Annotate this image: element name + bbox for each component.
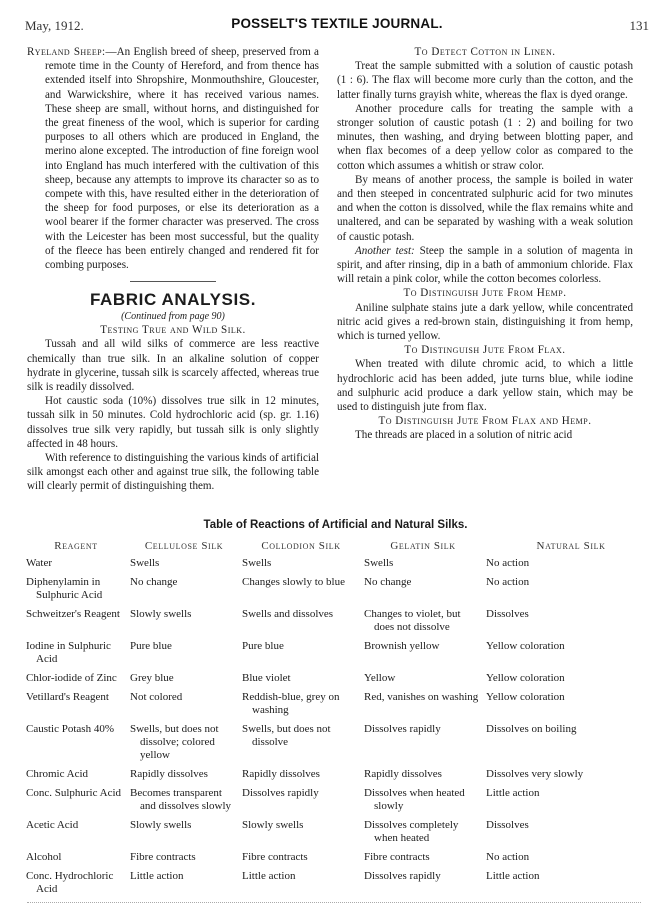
reaction-cell: Swells and dissolves xyxy=(242,608,334,620)
subheading: To Distinguish Jute From Hemp. xyxy=(403,287,567,300)
reaction-cell: Dissolves when heated slowly xyxy=(364,787,465,812)
table-row xyxy=(24,768,658,781)
another-test-label: Another test: xyxy=(355,244,415,257)
left-column xyxy=(27,45,319,494)
reaction-cell: Slowly swells xyxy=(130,819,192,831)
reaction-cell: Yellow coloration xyxy=(486,691,565,703)
section-divider xyxy=(130,281,216,282)
table-row xyxy=(24,787,658,813)
reaction-cell: Little action xyxy=(242,870,296,882)
reaction-cell: Becomes transparent and dissolves slowly xyxy=(130,787,232,812)
reaction-cell: Fibre contracts xyxy=(242,851,308,863)
table-row xyxy=(24,640,658,666)
column-header: Collodion Silk xyxy=(261,540,341,552)
section-title: FABRIC ANALYSIS. xyxy=(89,290,257,310)
reaction-cell: Blue violet xyxy=(242,672,291,684)
reaction-cell: Brownish yellow xyxy=(364,640,440,652)
reaction-cell: Yellow coloration xyxy=(486,640,565,652)
reaction-cell: Grey blue xyxy=(130,672,174,684)
paragraph: The threads are placed in a solution of nitric acid xyxy=(355,429,573,442)
reagent-cell: Chromic Acid xyxy=(26,768,89,780)
subheading: To Detect Cotton in Linen. xyxy=(414,46,556,58)
right-column xyxy=(337,45,633,443)
ryeland-sheep-entry xyxy=(27,45,319,272)
reaction-cell: Pure blue xyxy=(130,640,172,652)
reagent-cell: Acetic Acid xyxy=(26,819,79,831)
another-test-text: Steep the sample in a solution of magenta in spirit, and after rinsing, dip in a bath of ammonium chloride. Flax will retain a pink color, while the cotton becomes colorless. xyxy=(337,244,633,286)
reagent-cell: Chlor-iodide of Zinc xyxy=(26,672,117,684)
journal-title: POSSELT'S TEXTILE JOURNAL. xyxy=(231,16,443,31)
reaction-cell: Rapidly dissolves xyxy=(242,768,320,780)
reaction-cell: Swells xyxy=(130,557,160,569)
column-header: Cellulose Silk xyxy=(144,540,224,552)
reaction-cell: Rapidly dissolves xyxy=(364,768,442,780)
issue-date: May, 1912. xyxy=(25,18,84,33)
reaction-cell: No action xyxy=(486,576,530,588)
table-row xyxy=(24,819,658,845)
table-row xyxy=(24,672,658,685)
reaction-cell: Swells xyxy=(242,557,272,569)
reaction-cell: No change xyxy=(364,576,412,588)
paragraph: Aniline sulphate stains jute a dark yellow, while concentrated nitric acid gives a red-brown stain, distinguishing it from hemp, which is turned yellow. xyxy=(337,301,633,343)
reaction-cell: No action xyxy=(486,557,530,569)
paragraph: When treated with dilute chromic acid, to which a little hydrochloric acid has been added, jute turns blue, while iodine and sulphuric acid produce a dark yellow stain, which may be used to distinguish jute from flax. xyxy=(337,358,633,414)
subheading: To Distinguish Jute From Flax and Hemp. xyxy=(378,415,592,428)
reaction-cell: No action xyxy=(486,851,530,863)
column-header: Reagent xyxy=(54,540,98,552)
footer-rule xyxy=(27,902,641,904)
table-header xyxy=(24,540,658,553)
reaction-cell: Swells xyxy=(364,557,394,569)
reagent-cell: Diphenylamin in Sulphuric Acid xyxy=(26,576,103,601)
column-header: Natural Silk xyxy=(536,540,606,552)
paragraph: By means of another process, the sample is boiled in water and then steeped in concentrated sulphuric acid for two minutes and when the cotton is dissolved, while the flax remains white and unaltered, and can be separated by washing with a weak solution of caustic potash. xyxy=(337,173,633,243)
table-row xyxy=(24,723,658,762)
table-row xyxy=(24,557,658,570)
reaction-cell: Yellow coloration xyxy=(486,672,565,684)
reaction-cell: Dissolves xyxy=(486,608,529,620)
reaction-cell: Changes to violet, but does not dissolve xyxy=(364,608,461,633)
reaction-cell: No change xyxy=(130,576,178,588)
reactions-table xyxy=(24,540,658,902)
reagent-cell: Conc. Sulphuric Acid xyxy=(26,787,122,799)
paragraph: Tussah and all wild silks of commerce are less reactive chemically than true silk. In an alkaline solution of copper hydrate in glycerine, tussah silk is scarcely affected, whereas true silk is readily dissolved. xyxy=(27,338,319,394)
paragraph: With reference to distinguishing the various kinds of artificial silk amongst each other and against true silk, the following table will clearly permit of distinguishing them. xyxy=(27,452,319,493)
reaction-cell: Fibre contracts xyxy=(364,851,430,863)
table-row xyxy=(24,691,658,717)
page-number: 131 xyxy=(629,18,649,33)
reagent-cell: Alcohol xyxy=(26,851,62,863)
reagent-cell: Caustic Potash 40% xyxy=(26,723,114,735)
entry-term: Ryeland Sheep: xyxy=(27,46,106,58)
reagent-cell: Schweitzer's Reagent xyxy=(26,608,120,620)
reaction-cell: Fibre contracts xyxy=(130,851,196,863)
subheading: Testing True and Wild Silk. xyxy=(100,324,246,337)
table-row xyxy=(24,576,658,602)
column-header: Gelatin Silk xyxy=(390,540,456,552)
reaction-cell: Little action xyxy=(486,787,540,799)
continued-note: (Continued from page 90) xyxy=(121,311,225,323)
table-title: Table of Reactions of Artificial and Natural Silks. xyxy=(203,519,468,531)
reagent-cell: Iodine in Sulphuric Acid xyxy=(26,640,111,665)
reaction-cell: Dissolves rapidly xyxy=(242,787,319,799)
reaction-cell: Rapidly dissolves xyxy=(130,768,208,780)
reaction-cell: Changes slowly to blue xyxy=(242,576,345,588)
reaction-cell: Yellow xyxy=(364,672,396,684)
reaction-cell: Swells, but does not dissolve; colored yellow xyxy=(130,723,219,761)
reaction-cell: Slowly swells xyxy=(130,608,192,620)
reagent-cell: Conc. Hydrochloric Acid xyxy=(26,870,114,895)
reaction-cell: Dissolves very slowly xyxy=(486,768,584,780)
reagent-cell: Water xyxy=(26,557,52,569)
table-row xyxy=(24,870,658,896)
paragraph xyxy=(337,244,633,287)
reaction-cell: Little action xyxy=(486,870,540,882)
page-header xyxy=(25,16,649,36)
reaction-cell: Dissolves xyxy=(486,819,529,831)
reaction-cell: Dissolves completely when heated xyxy=(364,819,459,844)
table-row xyxy=(24,608,658,634)
entry-text: —An English breed of sheep, preserved from a remote time in the County of Hereford, and from thence has extended itself into Shropshire, Monmouthshire, Gloucester, and Warwickshire, where it has received various names. These sheep are small, without horns, and distinguished for the great fineness of the wool, which is superior for carding purposes to all others which are produced in England, the merino alone excepted. The introduction of fine foreign wool into England has much interfered with the cultivation of this sheep, because any attempts to improve its character so as to compete with this, have resulted either in the deterioration of the sheep for food purposes, or else its deterioration as a wool bearer if the former character was preserved. The cross with the Leicester has been most successful, but the quality of the fleece has been entirely changed and rendered fit for combing purposes. xyxy=(45,46,319,272)
reaction-cell: Little action xyxy=(130,870,184,882)
reaction-cell: Pure blue xyxy=(242,640,284,652)
reaction-cell: Reddish-blue, grey on washing xyxy=(242,691,340,716)
reaction-cell: Dissolves rapidly xyxy=(364,870,441,882)
paragraph: Hot caustic soda (10%) dissolves true silk in 12 minutes, tussah silk in 50 minutes. Cold hydrochloric acid (sp. gr. 1.16) dissolves true silk very rapidly, but tussah silk is only slightly affected in 48 hours. xyxy=(27,395,319,450)
paragraph: Another procedure calls for treating the sample with a stronger solution of caustic potash (1 : 2) and boiling for two minutes, then washing, and drying between blotting paper, and when flax becomes of a deep yellow color as compared to the cotton which assumes a whitish or straw color. xyxy=(337,102,633,172)
reaction-cell: Swells, but does not dissolve xyxy=(242,723,331,748)
reaction-cell: Slowly swells xyxy=(242,819,304,831)
reaction-cell: Dissolves rapidly xyxy=(364,723,441,735)
reaction-cell: Dissolves on boiling xyxy=(486,723,577,735)
table-row xyxy=(24,851,658,864)
paragraph: Treat the sample submitted with a solution of caustic potash (1 : 6). The flax will become more curly than the cotton, and the latter finally turns grayish white, whereas the flax is dyed orange. xyxy=(337,60,633,101)
subheading: To Distinguish Jute From Flax. xyxy=(404,344,566,357)
reagent-cell: Vetillard's Reagent xyxy=(26,691,109,703)
reaction-cell: Not colored xyxy=(130,691,183,703)
table-body xyxy=(24,557,658,896)
reaction-cell: Red, vanishes on washing xyxy=(364,691,479,703)
